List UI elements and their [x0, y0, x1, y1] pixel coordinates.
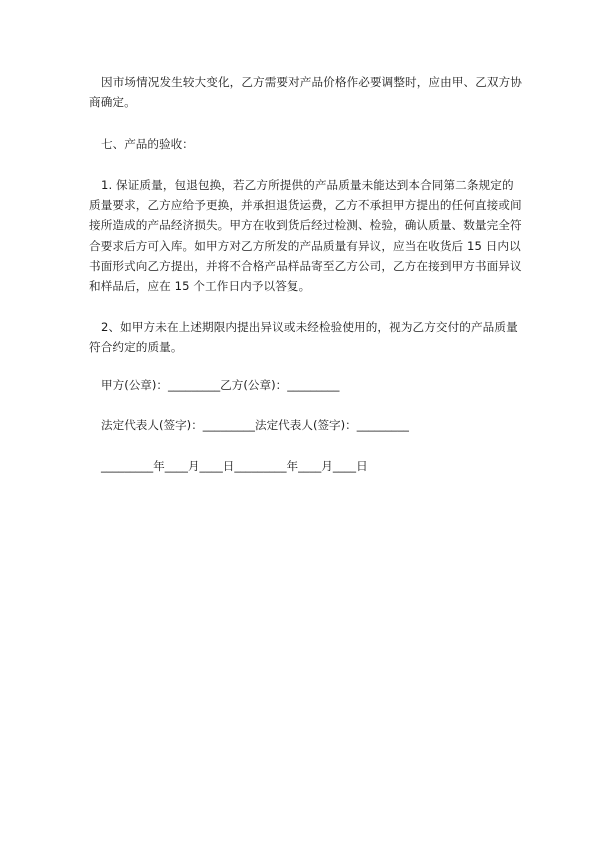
date-line: _________年____月____日_________年____月____日: [101, 459, 368, 473]
section-seven-heading: 七、产品的验收：: [101, 137, 194, 151]
legal-representative-signature-line: 法定代表人(签字)：_________法定代表人(签字)：_________: [101, 418, 409, 432]
price-adjustment-paragraph: 因市场情况发生较大变化，乙方需要对产品价格作必要调整时，应由甲、乙双方协商确定。: [89, 75, 522, 110]
party-seal-line: 甲方(公章)：_________乙方(公章)：_________: [101, 378, 340, 392]
clause-two-paragraph: 2、如甲方未在上述期限内提出异议或未经检验使用的，视为乙方交付的产品质量符合约定的质量。: [89, 320, 518, 355]
clause-one-paragraph: 1. 保证质量，包退包换，若乙方所提供的产品质量未能达到本合同第二条规定的质量要求，乙方应给予更换，并承担退货运费，乙方不承担甲方提出的任何直接或间接所造成的产品经济损失。甲方在收到货后经过检测、检验，确认质量、数量完全符合要求后方可入库。如甲方对乙方所发的产品质量有异议，应当在收货后 15 日内以书面形式向乙方提出，并将不合格产品样品寄至乙方公司，乙方在接到甲方书面异议和样品后，应在 15 个工作日内予以答复。: [89, 178, 522, 294]
